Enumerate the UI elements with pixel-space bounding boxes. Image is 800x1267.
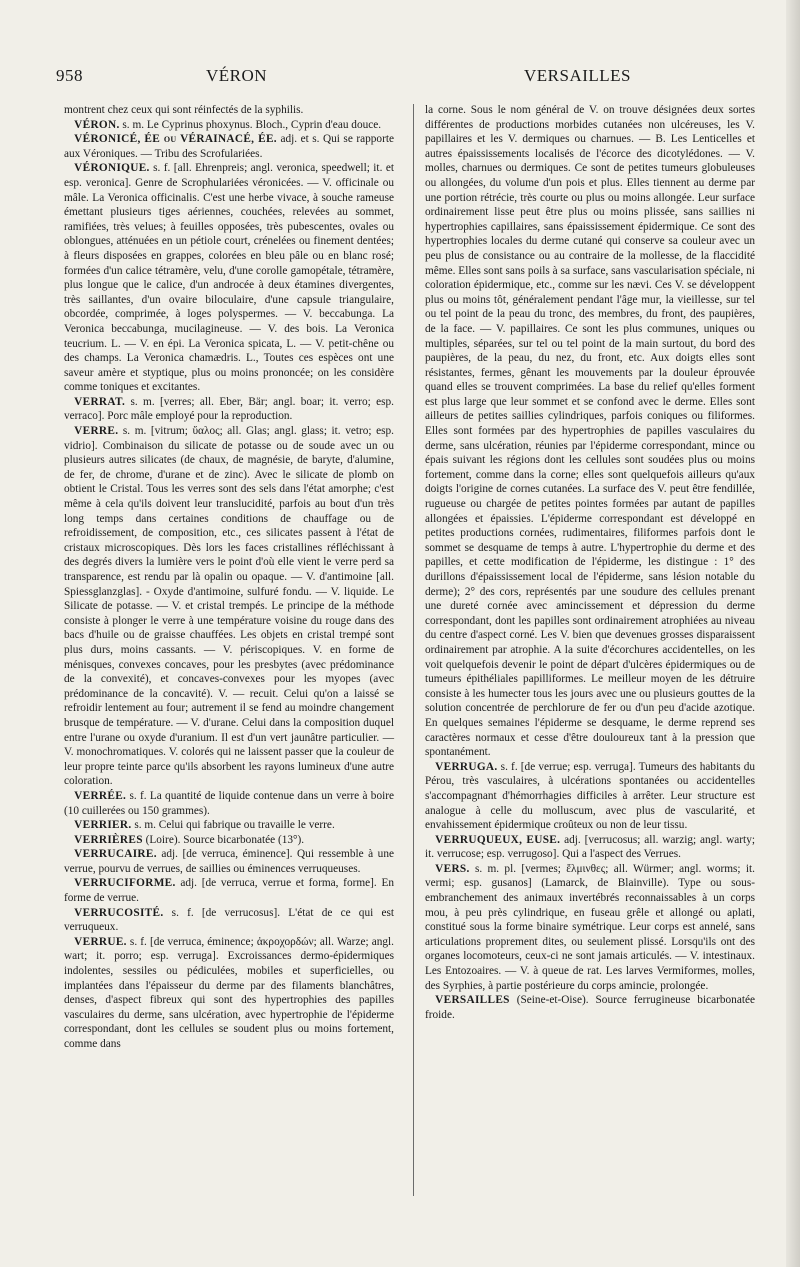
entry-text: s. m. [verres; all. Eber, Bär; angl. boar; it. verro; esp. verraco]. Porc mâle employé pour la reproduction. — [64, 395, 395, 423]
running-header — [56, 66, 756, 92]
entry-text: la corne. Sous le nom général de V. on trouve désignées deux sortes différentes de productions morbides cutanées non ulcéreuses, les V. papillaires et les V. dermiques ou charnues. — B. Les Lenticelles et autres épaississements localisés de l'écorce des dicotylédones. — V. molles, charnues ou dermiques. Ce sont de petites tumeurs globuleuses ou allongées, du volume d'un pois et plus. Elles tiennent au derme par une portion rétrécie, très courte ou plus ou moins allongée. Leur surface ordinairement lisse peut être plus ou moins plissée, sans saillies ni hypertrophies capillaires, sans épaississement épidermique. Ce sont des hypertrophies locales du derme cutané qui conserve sa couleur avec un peu plus de consistance ou au contraire de la mollesse, de la flaccidité même. Elles sont sans poils à sa surface, sans vascularisation spéciale, ni coloration épidermique, etc., comme sur les nævi. Ces V. se développent plus ou moins tôt, généralement pendant l'âge mur, la vieillesse, sur tel ou tel point de la peau du tronc, des membres, du front, des paupières, de la face. — V. papillaires. Ce sont les plus communes, uniques ou multiples, séparées, sur tel ou tel point de la main surtout, du bord des paupières, de la peau, du nez, du front, etc. Aux doigts elles sont résistantes, fermes, gênant les mouvements par la douleur éprouvée quand elles se trouvent comprimées. La base du relief qu'elles forment est plus large que leur sommet et se confond avec le derme. Elles sont ailleurs de petites saillies cylindriques, parfois coniques ou filiformes. Elles sont formées par des hypertrophies de papilles vasculaires du derme, sans ulcération, réunies par l'épiderme correspondant, mince ou épais suivant les régions dont les cellules sont soudées plus ou moins fortement, comme dans la corne; elles sont quelquefois ailleurs qu'aux doigts l'origine de cornes cutanées. La surface des V. peut être fendillée, rugueuse ou chargée de petites pointes formées par autant de papilles allongées et épaissies. L'épiderme correspondant est développé en petites productions cornées, rudimentaires, filiformes parfois dont le sommet se desquame de temps à autre. L'hypertrophie du derme et des papilles, et cette modification de l'épiderme, les distingue : 1° des durillons d'épaississement local de l'épiderme, sans lésion notable du derme); 2° des cors, représentés par une soudure des cellules prenant une dureté cornée avec amincissement et dépression du derme correspondant, dont les papilles sont ordinairement atrophiées au niveau du centre d'aspect corné. Les V. bien que devenues grosses disparaissent ordinairement par atrophie. A la suite d'écorchures accidentelles, on les voit quelquefois devenir le point de départ d'ulcères épidermiques ou de tumeurs épithéliales papilliformes. Le meilleur moyen de les détruire consiste à les humecter tous les jours avec une ou plusieurs gouttes de la solution concentrée de perchlorure de fer ou d'un peu d'acide azotique. En quelques semaines l'épiderme se desquame, le derme reprend ses caractères normaux et cesse d'être douloureux tant à la pression que spontanément. — [425, 104, 755, 759]
dictionary-entry — [64, 103, 394, 118]
entry-text: s. m. Le Cyprinus phoxynus. Bloch., Cyprin d'eau douce. — [122, 118, 382, 131]
entry-headword: VERRE. — [74, 425, 119, 438]
entry-text: s. f. [de verrue; esp. verruga]. Tumeurs des habitants du Pérou, très vasculaires, à ulcérations spontanées ou accidentelles s'accompagnant d'hémorrhagies difficiles à arrêter. Leur structure est analogue à celle du molluscum, avec plus de vascularité, et envahissement épidermique croûteux ou non de leur tissu. — [425, 760, 755, 832]
entry-headword: VÉRONIQUE. — [74, 162, 150, 175]
dictionary-entry — [64, 847, 394, 876]
dictionary-entry — [425, 103, 755, 760]
dictionary-entry — [64, 395, 394, 424]
dictionary-entry — [64, 818, 394, 833]
entry-text: montrent chez ceux qui sont réinfectés de la syphilis. — [64, 104, 304, 116]
entry-headword: VÉRON. — [74, 118, 120, 131]
entry-headword: VERRAT. — [74, 395, 126, 408]
page-edge — [786, 0, 800, 1267]
entry-headword: VERRÉE. — [74, 789, 127, 802]
column-divider — [413, 104, 414, 1196]
entry-headword: VERSAILLES — [435, 994, 510, 1007]
entry-headword: VERRIER. — [74, 819, 132, 832]
dictionary-entry — [64, 132, 394, 161]
dictionary-entry — [64, 876, 394, 905]
entry-headword: VERRUGA. — [435, 760, 498, 773]
header-right-word: VERSAILLES — [524, 66, 631, 85]
dictionary-entry — [425, 993, 755, 1022]
page-number: 958 — [56, 66, 83, 85]
dictionary-entry — [425, 833, 755, 862]
entry-text: s. m. pl. [vermes; ἕλμινθες; all. Würmer; angl. worms; it. vermi; esp. gusanos] (Lamarck, de Blainville). Type ou sous-embranchement des animaux invertébrés reconnaissables à un corps mou, à peu près cylindrique, en fuseau grêle et allongé ou aplati, constitué sous la forme binaire symétrique. Leur corps est annelé, sans articulations proprement dites, ou seulement plissé. Lorsqu'ils ont des organes locomoteurs, ceux-ci ne sont jamais articulés. — V. intestinaux. Les Entozoaires. — V. à queue de rat. Les larves Vermiformes, molles, des Syrphies, à partie postérieure du corps amincie, prolongée. — [425, 862, 755, 992]
entry-headword: VERRUE. — [74, 935, 127, 948]
left-column — [64, 103, 394, 1052]
entry-text: s. m. [vitrum; ὕαλος; all. Glas; angl. glass; it. vetro; esp. vidrio]. Combinaison du silicate de potasse ou de soude avec un ou plusieurs autres silicates (de chaux, de magnésie, de baryte, d'alumine, de fer, de chrome, d'urane et de zinc). Avec le silicate de plomb on obtient le Cristal. Tous les verres sont des sels dans l'état amorphe; c'est même à cela qu'ils doivent leur translucidité, parfois au bout d'un très long temps dans certaines conditions de chauffage ou de refroidissement, de composition, etc., ces silicates passent à l'état de cristaux microscopiques. Dès lors les faces cristallines réfléchissant à des degrés divers la lumière vers le point d'où elle vient le verre perd sa transparence, est rendu par là opalin ou opaque. — V. d'antimoine [all. Spiessglanzglas]. - Oxyde d'antimoine, sulfuré fondu. — V. liquide. Le Silicate de potasse. — V. et cristal trempés. Le principe de la méthode consiste à plonger le verre à une température voisine du rouge dans des bacs d'huile ou de graisse chauffées. Les objets en cristal trempé sont plus durs, moins cassants. — V. périscopiques. V. en forme de ménisques, convexes concaves, pour les presbytes (avec prédominance de la convexité), et concaves-convexes pour les myopes (avec prédominance de la concavité). V. — recuit. Celui qu'on a laissé se refroidir lentement au four; autrement il se fend au moindre changement brusque de température. — V. d'urane. Celui dans la composition duquel entre l'urane ou oxyde d'uranium. Il est d'un vert jaunâtre particulier. — V. monochromatiques. V. colorés qui ne laissent passer que la couleur de leur propre teinte parce qu'ils absorbent les rayons lumineux d'une autre coloration. — [64, 425, 394, 788]
entry-headword: VERRUQUEUX, EUSE. — [435, 833, 561, 846]
entry-text: s. f. La quantité de liquide contenue dans un verre à boire (10 cuillerées ou 150 grammes). — [64, 789, 395, 817]
dictionary-entry — [64, 161, 394, 395]
entry-headword: VÉRONICÉ, ÉE ou VÉRAINACÉ, ÉE. — [74, 133, 277, 146]
dictionary-entry — [64, 935, 394, 1052]
entry-headword: VERRUCAIRE. — [74, 848, 157, 861]
entry-text: (Seine-et-Oise). Source ferrugineuse bicarbonatée froide. — [425, 994, 755, 1021]
dictionary-entry — [64, 789, 394, 818]
entry-text: s. f. [de verruca, éminence; ἀκροχορδών; all. Warze; angl. wart; it. porro; esp. verruga]. Excroissances dermo-épidermiques indolentes, sessiles ou pédiculées, mobiles et superficielles, ou implantées dans l'épaisseur du derme par des filaments blanchâtres, denses, d'aspect fibreux qui sont des hypertrophies des papilles vasculaires du derme, sans ulcération, avec hypertrophie de l'épiderme correspondant, dont les cellules se soudent plus ou moins fortement, comme dans — [64, 935, 394, 1050]
entry-headword: VERS. — [435, 862, 470, 875]
header-left-word: VÉRON — [206, 66, 268, 85]
entry-headword: VERRIÈRES — [74, 833, 143, 846]
dictionary-entry — [425, 862, 755, 993]
entry-text: (Loire). Source bicarbonatée (13°). — [145, 833, 305, 846]
entry-text: s. m. Celui qui fabrique ou travaille le verre. — [134, 819, 335, 832]
entry-text: s. f. [all. Ehrenpreis; angl. veronica, speedwell; it. et esp. veronica]. Genre de Scrophulariées véronicées. — V. officinale ou mâle. La Veronica officinalis. C'est une herbe vivace, à souche rameuse émettant plusieurs tiges aériennes, couchées, relevées au sommet, ramifiées, très velues; à feuilles opposées, très pubescentes, ovales ou oblongues, atténuées en un pétiole court, crénelées ou finement dentées; à fleurs disposées en grappes, colorées en bleu pâle ou en blanc rosé; formées d'un calice tétramère, velu, d'une corolle gamopétale, tétramère, plus longue que le calice, d'un androcée à deux étamines divergentes, très saillantes, d'un ovaire biloculaire, d'une capsule triangulaire, obcordée, comprimée, à loges polyspermes. — V. beccabunga. La Veronica beccabunga, mucilagineuse. — V. des bois. La Veronica teucrium. L. — V. en épi. La Veronica spicata, L. — V. petit-chêne ou des champs. La Veronica chamædris. L., Toutes ces espèces ont une saveur amère et styptique, plus ou moins prononcée; on les considère comme toniques et excitantes. — [64, 162, 394, 394]
dictionary-entry — [64, 906, 394, 935]
entry-text: adj. [de verruca, verrue et forma, forme]. En forme de verrue. — [64, 877, 394, 905]
entry-headword: VERRUCOSITÉ. — [74, 906, 164, 919]
dictionary-entry — [64, 118, 394, 133]
dictionary-entry — [64, 833, 394, 848]
right-column — [425, 103, 755, 1022]
dictionary-entry — [64, 424, 394, 789]
dictionary-entry — [425, 760, 755, 833]
entry-headword: VERRUCIFORME. — [74, 877, 176, 890]
entry-text: s. f. [de verrucosus]. L'état de ce qui est verruqueux. — [64, 906, 394, 934]
entry-text: adj. et s. Qui se rapporte aux Véroniques. — Tribu des Scrofulariées. — [64, 133, 394, 160]
entry-text: adj. [verrucosus; all. warzig; angl. warty; it. verrucose; esp. verrugoso]. Qui a l'aspect des Verrues. — [425, 833, 755, 861]
entry-text: adj. [de verruca, éminence]. Qui ressemble à une verrue, pourvu de verrues, de saillies ou éminences verruqueuses. — [64, 848, 394, 875]
